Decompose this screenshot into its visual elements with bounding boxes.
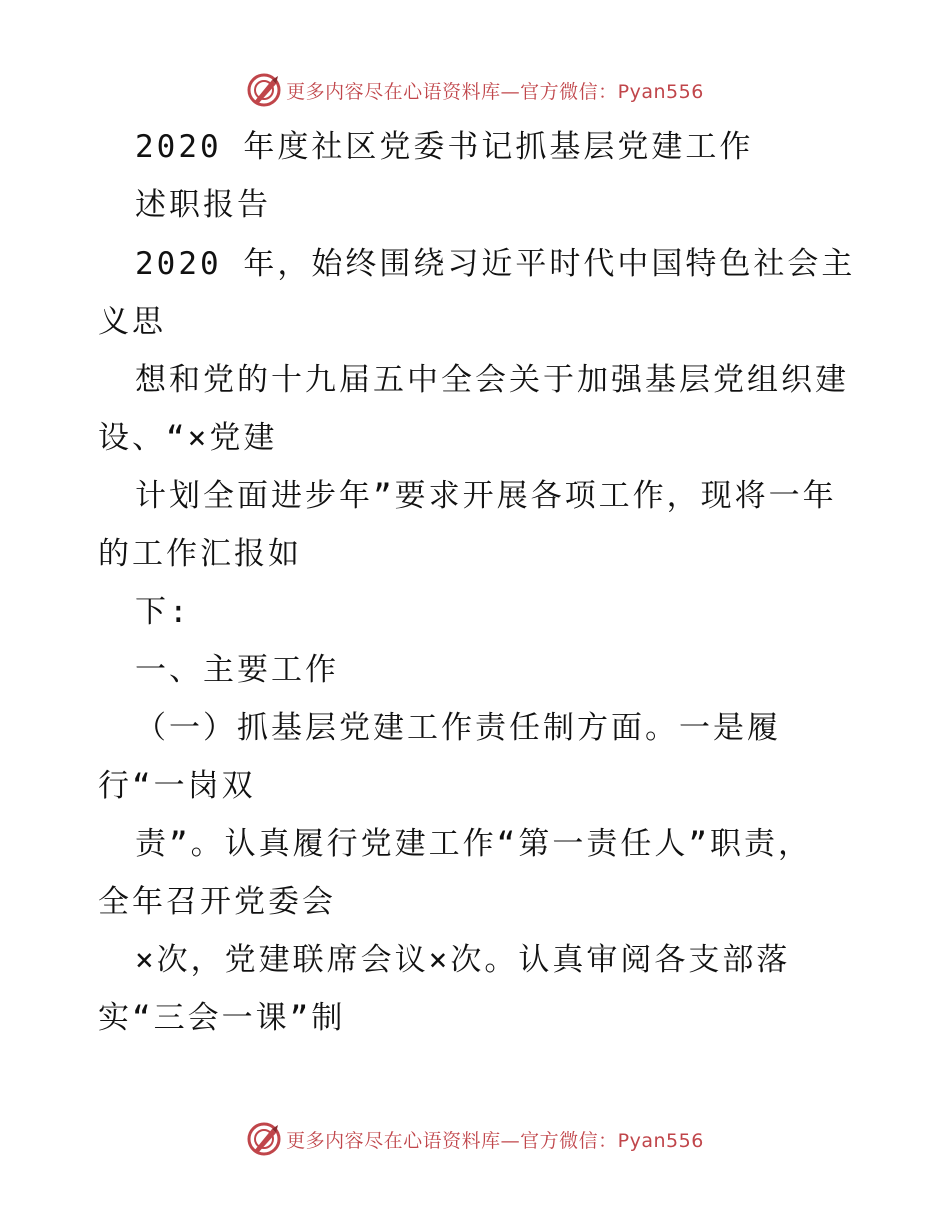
- pen-logo-icon: [246, 1121, 282, 1157]
- document-title: 2020 年度社区党委书记抓基层党建工作: [135, 129, 754, 165]
- paragraph-line: 下:: [135, 594, 191, 630]
- paragraph-line: 2020 年，始终围绕习近平时代中国特色社会主: [135, 246, 856, 282]
- paragraph-line: 全年召开党委会: [98, 884, 336, 920]
- watermark-text: 更多内容尽在心语资料库—官方微信：Pyan556: [286, 1129, 704, 1152]
- section-heading: 一、主要工作: [135, 652, 339, 688]
- paragraph-line: 义思: [98, 304, 166, 340]
- paragraph-line: 设、“×党建: [98, 420, 278, 456]
- watermark-banner-bottom: [0, 1119, 950, 1159]
- document-subtitle: 述职报告: [135, 187, 271, 223]
- paragraph-line: 责”。认真履行党建工作“第一责任人”职责，: [135, 826, 812, 862]
- paragraph-line: 实“三会一课”制: [98, 1000, 346, 1036]
- paragraph-line: ×次，党建联席会议×次。认真审阅各支部落: [135, 942, 791, 978]
- subsection-heading-line: （一）抓基层党建工作责任制方面。一是履: [135, 710, 781, 746]
- paragraph-line: 想和党的十九届五中全会关于加强基层党组织建: [135, 362, 849, 398]
- paragraph-line: 的工作汇报如: [98, 536, 302, 572]
- watermark-text: 更多内容尽在心语资料库—官方微信：Pyan556: [286, 80, 704, 103]
- paragraph-line: 行“一岗双: [98, 768, 256, 804]
- paragraph-line: 计划全面进步年”要求开展各项工作，现将一年: [135, 478, 837, 514]
